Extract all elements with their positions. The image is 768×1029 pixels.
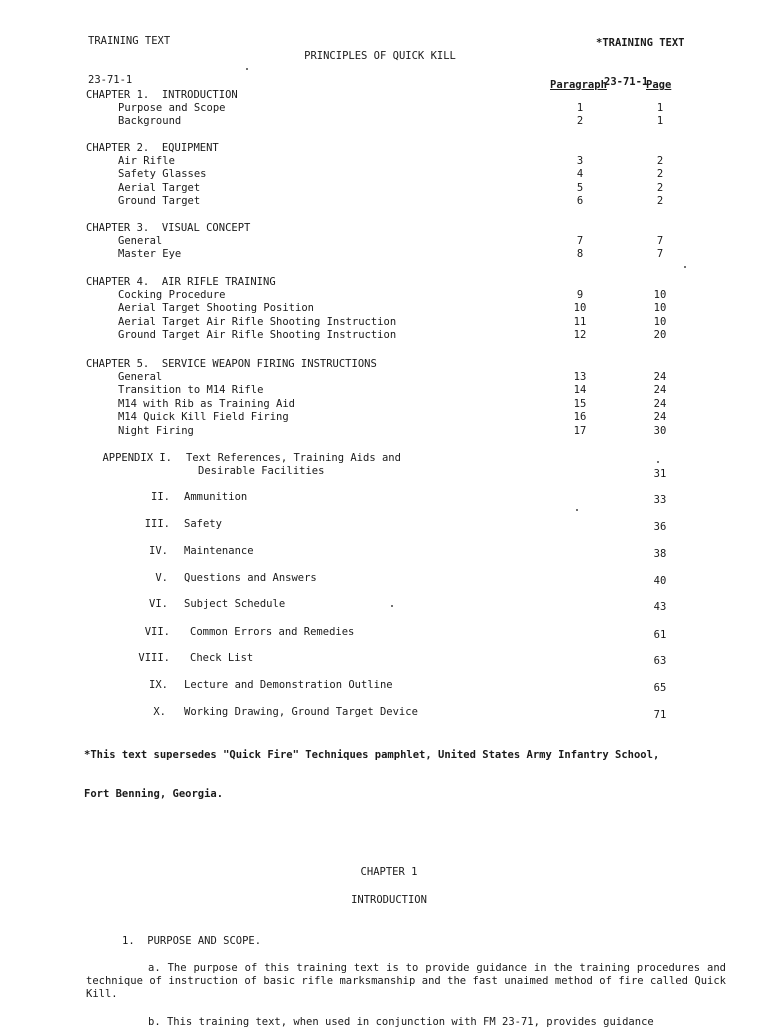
chapter-heading: CHAPTER 1 bbox=[360, 866, 418, 878]
toc-chapter-heading: CHAPTER 4. AIR RIFLE TRAINING bbox=[86, 276, 276, 288]
paragraph-a: a. The purpose of this training text is to provide guidance in the training procedures and technique of instruction of basic rifle marksmanship and the fast unaimed method of fire called Quick Kill. bbox=[86, 962, 726, 1000]
footnote-line-2: Fort Benning, Georgia. bbox=[84, 788, 224, 800]
toc-appendix-label-cont: Desirable Facilities bbox=[198, 465, 325, 477]
toc-entry bbox=[0, 316, 768, 329]
toc-appendix-page: 36 bbox=[653, 521, 667, 533]
doc-number-left: 23-71-1 bbox=[88, 74, 133, 86]
toc-entry-label: General bbox=[118, 371, 163, 383]
toc-entry bbox=[0, 155, 768, 168]
toc-entry bbox=[0, 102, 768, 115]
toc-chapter-heading: CHAPTER 1. INTRODUCTION bbox=[86, 89, 238, 101]
scan-speck bbox=[391, 605, 393, 607]
toc-entry-paragraph: 10 bbox=[573, 302, 587, 315]
toc-appendix-number: III. bbox=[144, 518, 170, 530]
toc-appendix-number: IX. bbox=[149, 679, 168, 691]
toc-appendix-number: VI. bbox=[149, 598, 168, 610]
toc-entry bbox=[0, 168, 768, 181]
toc-entry bbox=[0, 248, 768, 261]
section-heading: 1. PURPOSE AND SCOPE. bbox=[122, 935, 262, 947]
toc-entry-label: Cocking Procedure bbox=[118, 289, 226, 301]
toc-entry-paragraph: 6 bbox=[576, 195, 584, 208]
toc-entry-page: 10 bbox=[653, 289, 667, 301]
toc-entry bbox=[0, 195, 768, 208]
toc-appendix-number: V. bbox=[155, 572, 168, 584]
document-title: PRINCIPLES OF QUICK KILL bbox=[304, 50, 456, 62]
toc-entry-label: Ground Target Air Rifle Shooting Instruction bbox=[118, 329, 397, 342]
toc-entry bbox=[0, 115, 768, 128]
toc-entry-paragraph: 17 bbox=[573, 424, 587, 437]
toc-entry-label: Aerial Target Shooting Position bbox=[118, 302, 314, 315]
toc-appendix-label: Safety bbox=[184, 518, 222, 530]
supersedes-footnote bbox=[84, 723, 659, 814]
toc-appendix-number: APPENDIX I. bbox=[102, 452, 172, 464]
toc-entry bbox=[0, 182, 768, 195]
toc-entry-page: 30 bbox=[653, 424, 667, 437]
toc-entry-label: Background bbox=[118, 115, 182, 128]
toc-appendix-number: VIII. bbox=[138, 652, 170, 664]
toc-entry-page: 24 bbox=[653, 371, 667, 383]
toc-entry-paragraph: 2 bbox=[576, 115, 584, 128]
paragraph-b: b. This training text, when used in conjunction with FM 23-71, provides guidance bbox=[148, 1016, 654, 1028]
footnote-line-1: *This text supersedes "Quick Fire" Techniques pamphlet, United States Army Infantry School, bbox=[84, 749, 660, 761]
toc-appendix-page: 65 bbox=[653, 682, 667, 694]
toc-appendix-label: Common Errors and Remedies bbox=[190, 626, 355, 638]
toc-entry-label: Night Firing bbox=[118, 424, 194, 437]
toc-entry-paragraph: 16 bbox=[573, 411, 587, 424]
column-header-page: Page bbox=[646, 79, 672, 91]
toc-entry-page: 2 bbox=[656, 155, 664, 167]
scan-speck bbox=[657, 461, 659, 463]
toc-appendix-label: Lecture and Demonstration Outline bbox=[184, 679, 393, 691]
toc-entry-label: Air Rifle bbox=[118, 155, 175, 167]
toc-entry-label: Master Eye bbox=[118, 248, 182, 261]
toc-entry bbox=[0, 425, 768, 438]
toc-entry bbox=[0, 411, 768, 424]
doc-number-right: 23-71-1 bbox=[604, 76, 649, 88]
toc-entry-paragraph: 13 bbox=[573, 371, 587, 383]
toc-entry-page: 7 bbox=[656, 248, 664, 261]
scan-speck bbox=[684, 266, 686, 268]
toc-entry-page: 20 bbox=[653, 329, 667, 342]
toc-entry-paragraph: 3 bbox=[576, 155, 584, 167]
toc-entry bbox=[0, 289, 768, 302]
toc-appendix-label: Check List bbox=[190, 652, 254, 664]
toc-appendix-page: 61 bbox=[653, 629, 667, 641]
toc-entry-page: 2 bbox=[656, 168, 664, 181]
toc-entry bbox=[0, 371, 768, 384]
toc-appendix-number: VII. bbox=[144, 626, 170, 638]
toc-appendix-page: 33 bbox=[653, 494, 667, 506]
toc-appendix-page: 40 bbox=[653, 575, 667, 587]
toc-appendix-label: Maintenance bbox=[184, 545, 254, 557]
toc-appendix-number: II. bbox=[151, 491, 170, 503]
toc-appendix-page: 43 bbox=[653, 601, 667, 613]
toc-entry bbox=[0, 235, 768, 248]
toc-appendix-label: Ammunition bbox=[184, 491, 248, 503]
toc-chapter-heading: CHAPTER 5. SERVICE WEAPON FIRING INSTRUCTIONS bbox=[86, 358, 377, 370]
toc-appendix-page: 31 bbox=[653, 468, 667, 480]
toc-entry-label: Aerial Target bbox=[118, 181, 201, 194]
toc-entry-paragraph: 12 bbox=[573, 329, 587, 342]
toc-entry-label: Transition to M14 Rifle bbox=[118, 384, 264, 397]
toc-entry-label: M14 with Rib as Training Aid bbox=[118, 397, 296, 410]
toc-entry-page: 24 bbox=[653, 397, 667, 410]
toc-entry-label: M14 Quick Kill Field Firing bbox=[118, 411, 289, 424]
toc-chapter-heading: CHAPTER 2. EQUIPMENT bbox=[86, 142, 219, 154]
toc-entry-label: Aerial Target Air Rifle Shooting Instruction bbox=[118, 315, 397, 328]
toc-appendix-label: Working Drawing, Ground Target Device bbox=[184, 706, 418, 718]
toc-entry-page: 7 bbox=[656, 235, 664, 247]
toc-appendix-label: Questions and Answers bbox=[184, 572, 317, 584]
toc-entry-page: 24 bbox=[653, 384, 667, 397]
toc-entry-paragraph: 4 bbox=[576, 168, 584, 181]
toc-appendix-label: Subject Schedule bbox=[184, 598, 286, 610]
toc-appendix-page: 38 bbox=[653, 548, 667, 560]
toc-entry-paragraph: 1 bbox=[576, 102, 584, 114]
toc-entry-page: 2 bbox=[656, 181, 664, 194]
toc-entry-label: Purpose and Scope bbox=[118, 102, 226, 114]
toc-appendix-page: 71 bbox=[653, 709, 667, 721]
toc-entry-label: Safety Glasses bbox=[118, 168, 207, 181]
toc-entry-page: 1 bbox=[656, 115, 664, 128]
toc-appendix-number: IV. bbox=[149, 545, 168, 557]
toc-appendix-page: 63 bbox=[653, 655, 667, 667]
column-header-paragraph: Paragraph bbox=[550, 79, 607, 91]
toc-chapter-heading: CHAPTER 3. VISUAL CONCEPT bbox=[86, 222, 251, 234]
toc-entry-paragraph: 8 bbox=[576, 248, 584, 261]
toc-entry-page: 1 bbox=[656, 102, 664, 114]
toc-entry bbox=[0, 398, 768, 411]
doc-type-left: TRAINING TEXT bbox=[88, 35, 171, 47]
toc-entry bbox=[0, 384, 768, 397]
toc-entry-page: 24 bbox=[653, 411, 667, 424]
scan-speck bbox=[576, 509, 578, 511]
toc-entry-paragraph: 7 bbox=[576, 235, 584, 247]
toc-entry bbox=[0, 329, 768, 342]
doc-type-right: *TRAINING TEXT bbox=[596, 37, 685, 49]
toc-entry-paragraph: 9 bbox=[576, 289, 584, 301]
toc-appendix-label: Text References, Training Aids and bbox=[186, 452, 401, 464]
toc-entry-paragraph: 15 bbox=[573, 397, 587, 410]
chapter-subheading: INTRODUCTION bbox=[351, 894, 427, 906]
toc-entry-page: 10 bbox=[653, 315, 667, 328]
toc-entry-label: General bbox=[118, 235, 163, 247]
toc-entry bbox=[0, 302, 768, 315]
toc-entry-paragraph: 11 bbox=[573, 315, 587, 328]
toc-entry-page: 2 bbox=[656, 195, 664, 208]
toc-entry-paragraph: 5 bbox=[576, 181, 584, 194]
toc-entry-label: Ground Target bbox=[118, 195, 201, 208]
toc-entry-paragraph: 14 bbox=[573, 384, 587, 397]
toc-appendix-number: X. bbox=[153, 706, 166, 718]
toc-entry-page: 10 bbox=[653, 302, 667, 315]
scan-speck bbox=[246, 68, 248, 70]
